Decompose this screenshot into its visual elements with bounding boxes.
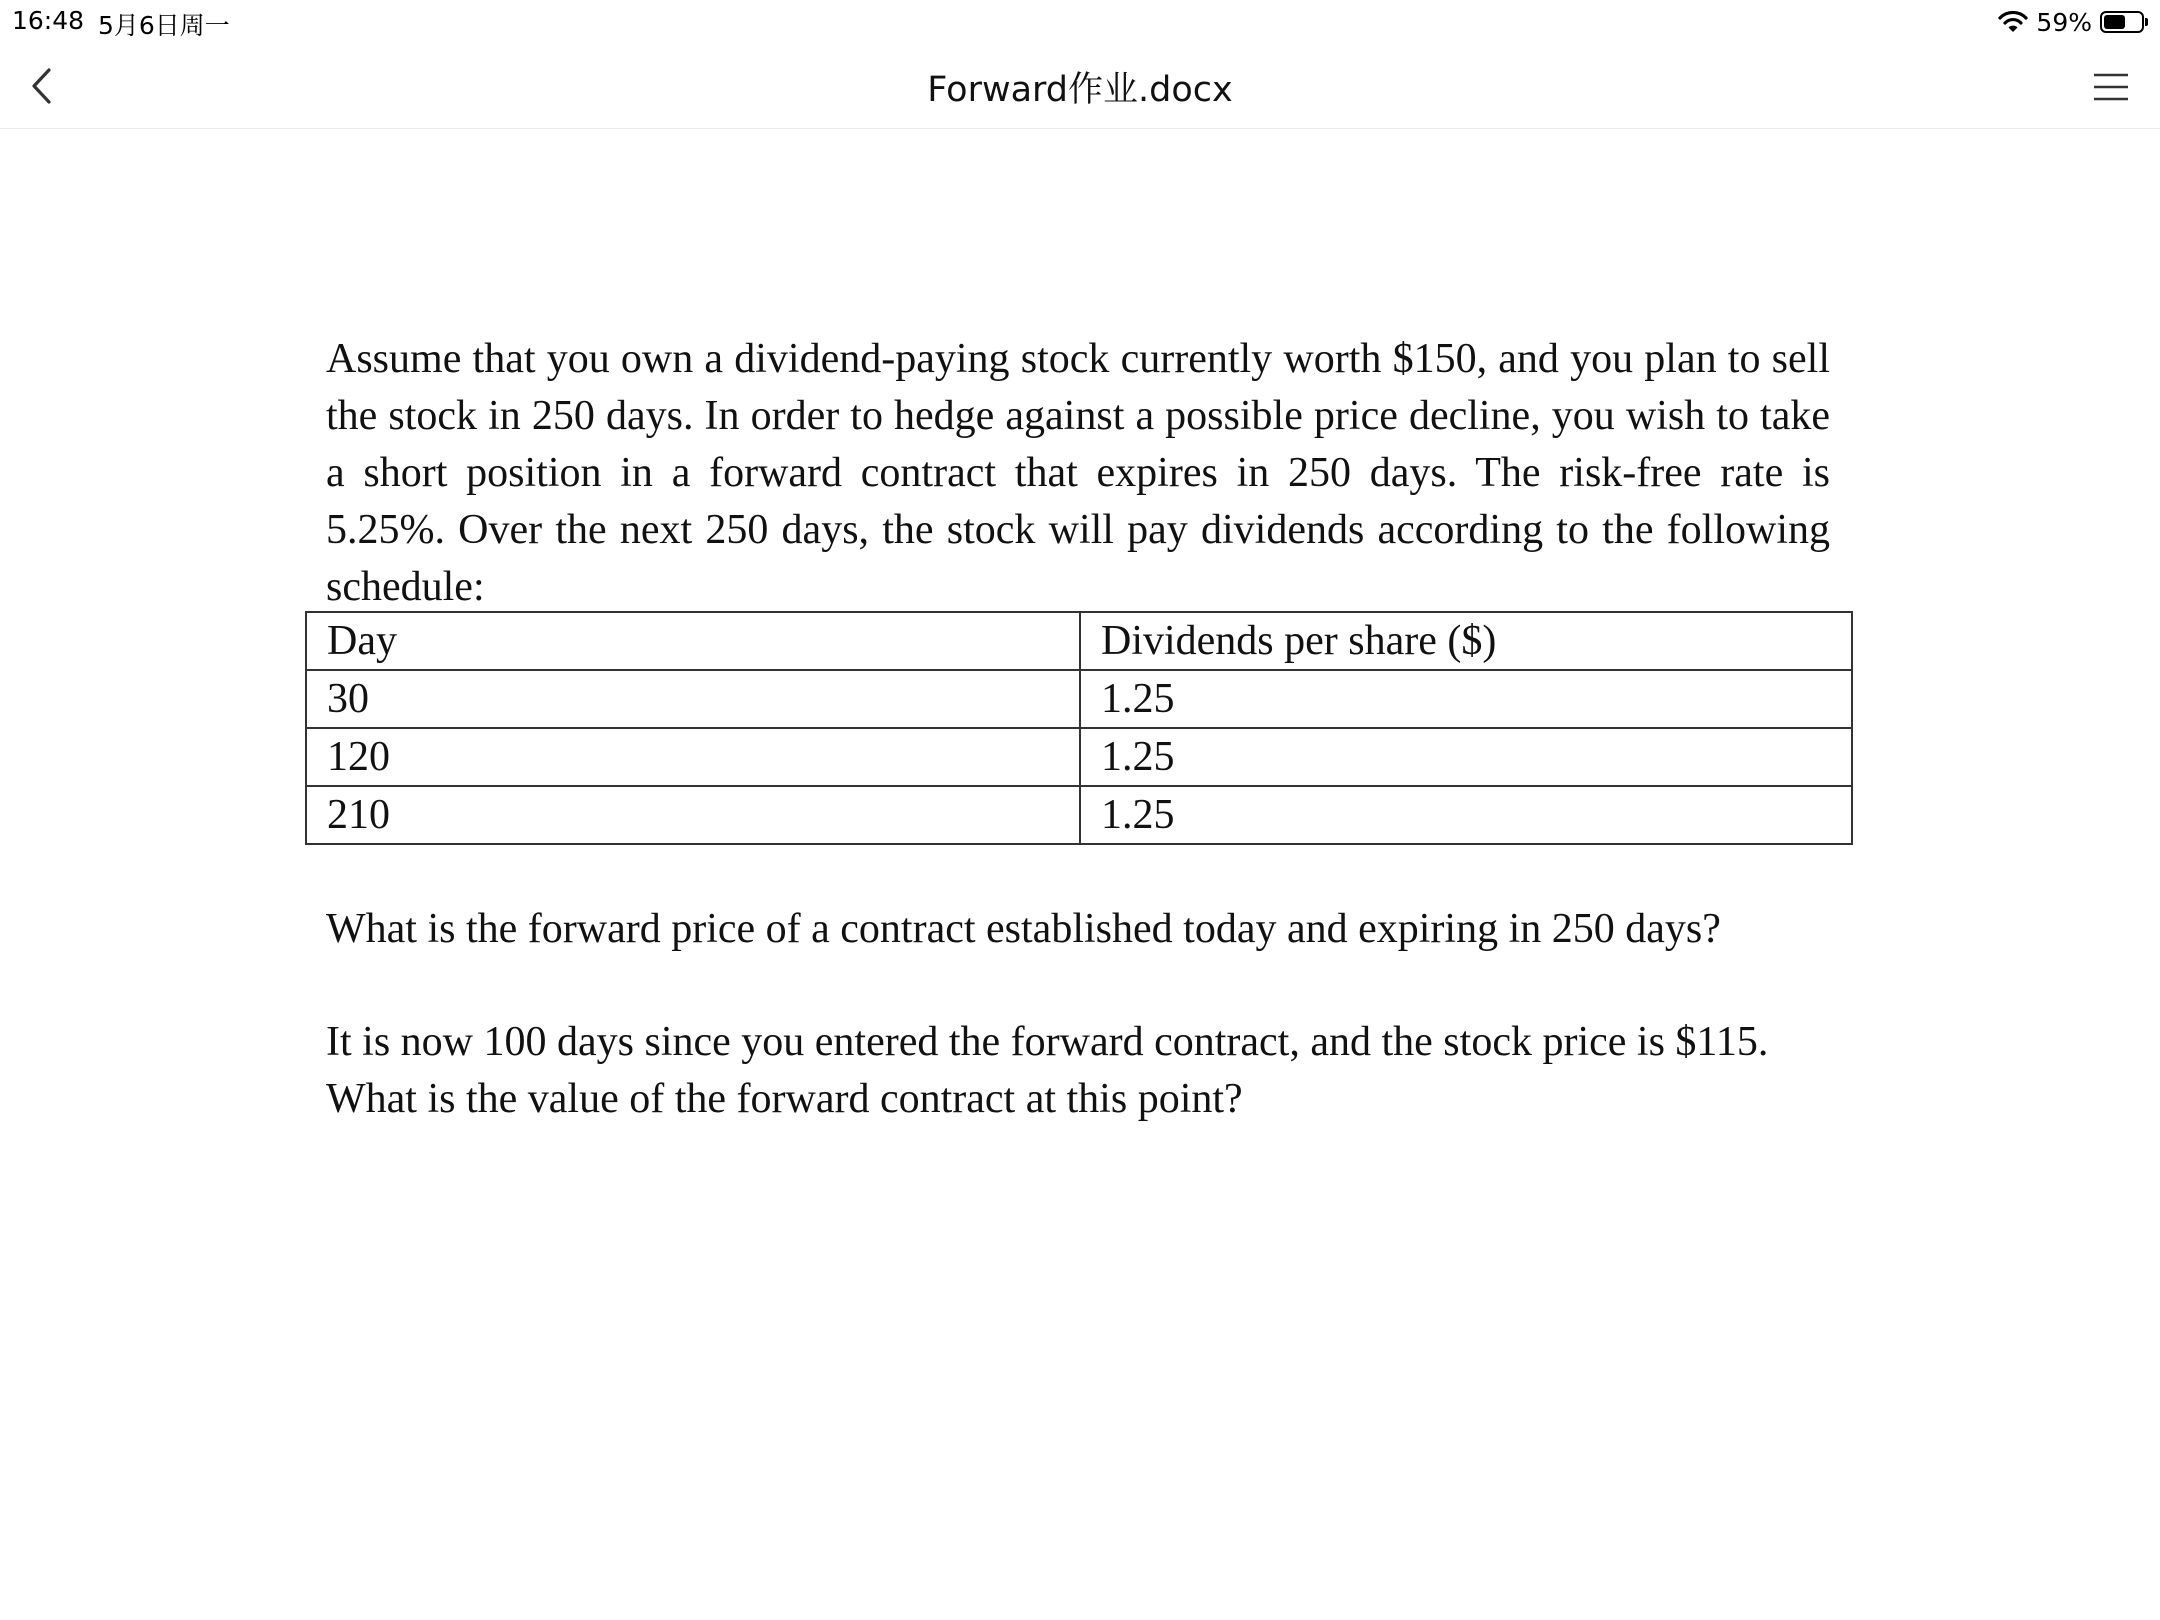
table-cell-dividend: 1.25 — [1080, 670, 1852, 728]
menu-button[interactable] — [2084, 60, 2138, 114]
document-page[interactable] — [0, 129, 2160, 1620]
table-row — [306, 728, 1852, 786]
table-row — [306, 670, 1852, 728]
table-header-day: Day — [306, 612, 1080, 670]
status-date: 5月6日周一 — [98, 11, 230, 40]
table-row — [306, 786, 1852, 844]
wifi-icon — [1998, 10, 2028, 34]
table-cell-day: 30 — [306, 670, 1080, 728]
battery-icon — [2100, 11, 2144, 33]
battery-percent: 59% — [2036, 7, 2092, 37]
hamburger-menu-icon — [2093, 72, 2129, 102]
status-bar — [0, 0, 2160, 44]
table-cell-dividend: 1.25 — [1080, 728, 1852, 786]
question-1: What is the forward price of a contract established today and expiring in 250 days? — [326, 906, 1721, 952]
table-cell-day: 210 — [306, 786, 1080, 844]
table-cell-dividend: 1.25 — [1080, 786, 1852, 844]
nav-bar — [0, 44, 2160, 129]
intro-paragraph: Assume that you own a dividend-paying stock currently worth $150, and you plan to sell the stock in 250 days. In order to hedge against a possible price decline, you wish to take a short position in a forward contract that expires in 250 days. The risk-free rate is 5.25%. Over the next 250 days, the stock will pay dividends according to the following schedule: — [326, 336, 1830, 610]
table-header-dividend: Dividends per share ($) — [1080, 612, 1852, 670]
dividend-schedule-table — [305, 611, 1853, 845]
question-2: It is now 100 days since you entered the forward contract, and the stock price is $115. What is the value of the forward contract at this point? — [326, 1019, 1769, 1122]
battery-level — [2104, 15, 2125, 29]
document-title: Forward作业.docx — [927, 70, 1233, 110]
table-header-row — [306, 612, 1852, 670]
status-indicators — [1998, 4, 2144, 40]
table-cell-day: 120 — [306, 728, 1080, 786]
status-time: 16:48 — [12, 6, 85, 35]
